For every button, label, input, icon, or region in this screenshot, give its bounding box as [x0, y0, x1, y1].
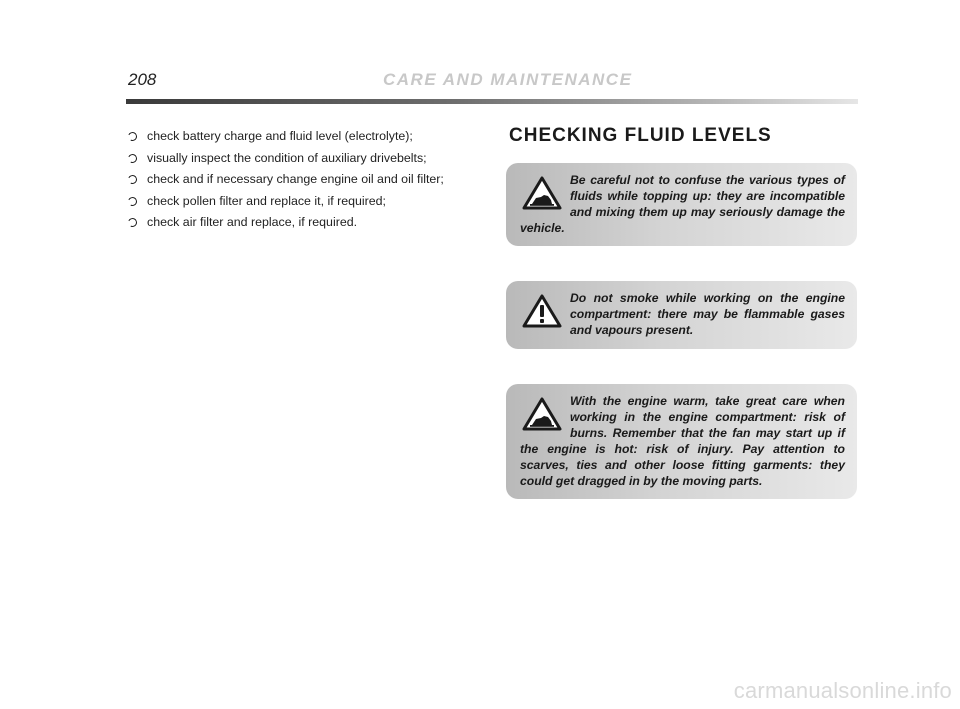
maintenance-checklist [128, 126, 478, 234]
list-item-text: check pollen filter and replace it, if required; [147, 193, 386, 208]
circle-bullet-icon [127, 196, 139, 208]
circle-bullet-icon [127, 152, 139, 164]
warning-box-fluids [506, 163, 857, 246]
circle-bullet-icon [127, 131, 139, 143]
list-item-text: check and if necessary change engine oil and oil filter; [147, 172, 444, 187]
list-item [128, 126, 478, 148]
warning-text: With the engine warm, take great care when working in the engine compartment: risk of burns. Remember that the fan may start up if the engine is hot: risk of injury. Pay attention to scarves, ties and other loose fitting garments: they could get dragged in by the moving parts. [520, 394, 845, 488]
list-item [128, 148, 478, 170]
circle-bullet-icon [127, 217, 139, 229]
exclamation-warning-icon [520, 292, 564, 330]
list-item-text: check air filter and replace, if required. [147, 215, 358, 230]
list-item [128, 191, 478, 213]
header-divider [126, 99, 858, 104]
list-item [128, 169, 478, 191]
watermark[interactable]: carmanualsonline.info [733, 678, 952, 703]
hand-warning-icon [520, 174, 564, 212]
warning-text: Do not smoke while working on the engine compartment: there may be flammable gases and vapours present. [570, 291, 845, 337]
hand-warning-icon [520, 395, 564, 433]
section-title: CHECKING FLUID LEVELS [509, 125, 772, 146]
list-item-text: visually inspect the condition of auxiliary drivebelts; [147, 150, 427, 165]
page-number: 208 [128, 70, 157, 89]
circle-bullet-icon [127, 174, 139, 186]
warning-box-engine-warm [506, 384, 857, 499]
warning-box-smoking [506, 281, 857, 349]
section-header: CARE AND MAINTENANCE [383, 70, 633, 89]
list-item-text: check battery charge and fluid level (electrolyte); [147, 129, 413, 143]
warning-text: Be careful not to confuse the various types of fluids while topping up: they are incompatible and mixing them up may seriously damage the vehicle. [520, 173, 845, 235]
list-item [128, 212, 478, 234]
